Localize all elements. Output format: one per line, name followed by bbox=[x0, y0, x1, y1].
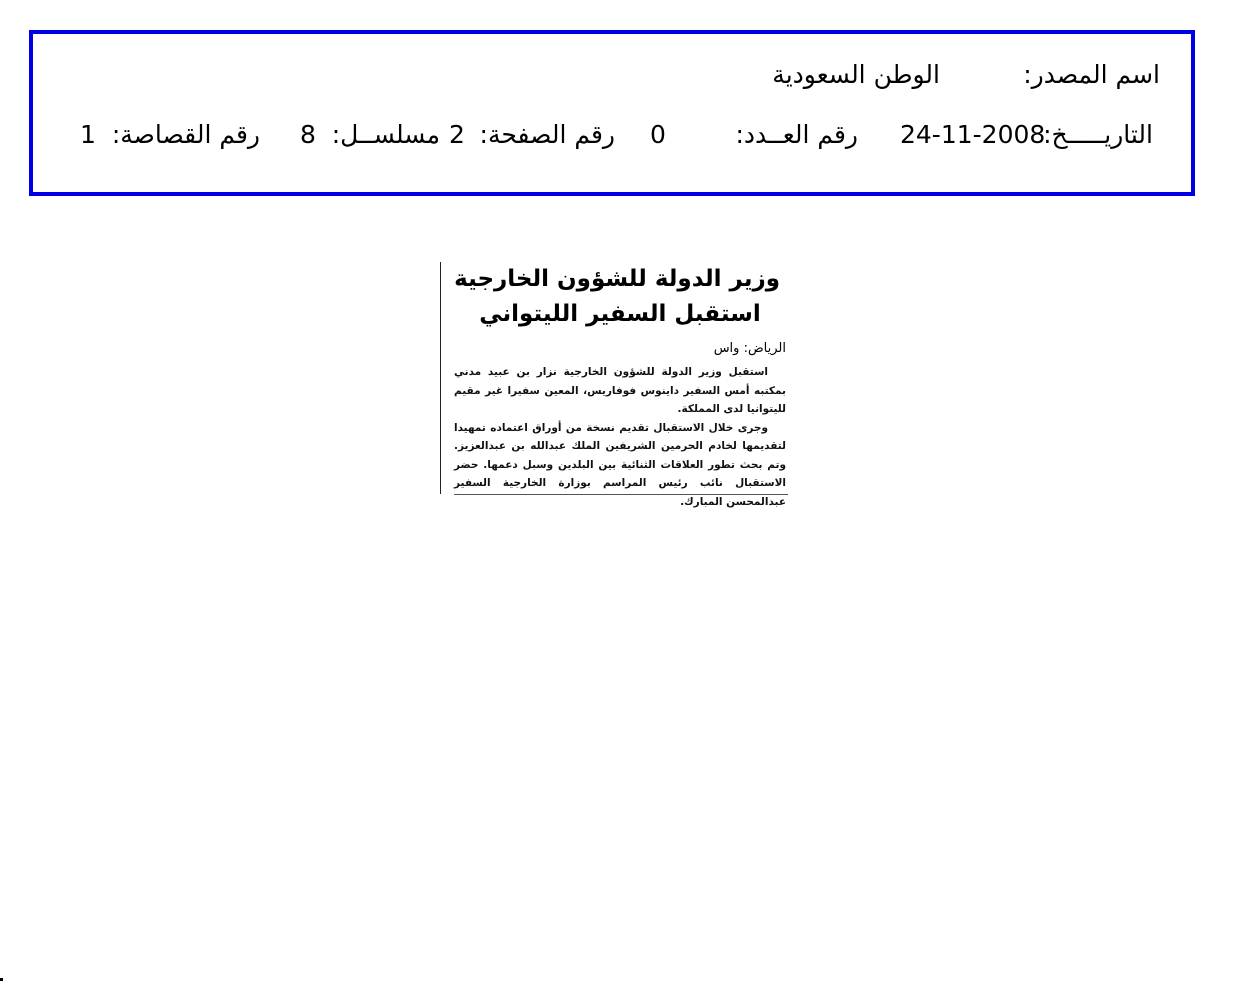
serial-value: 8 bbox=[300, 120, 316, 149]
headline-line-2: استقبل السفير الليتواني bbox=[479, 301, 761, 327]
issue-label: رقم العــدد: bbox=[735, 120, 858, 149]
article-paragraph-2: وجرى خلال الاستقبال تقديم نسخة من أوراق اعتماده تمهيدا لتقديمها لخادم الحرمين الشريفين الملك عبدالله بن عبدالعزيز. وتم بحث تطور العلاقات الثنائية بين البلدين وسبل دعمها. حضر الاستقبال نائب رئيس المراسم بوزارة الخارجية السفير عبدالمحسن المبارك. bbox=[454, 421, 786, 508]
clipping-bottom-rule bbox=[454, 494, 788, 495]
page-label: رقم الصفحة: bbox=[479, 120, 615, 149]
scan-corner-mark bbox=[0, 978, 3, 981]
serial-label: مسلســل: bbox=[331, 120, 440, 149]
clip-number-label: رقم القصاصة: bbox=[111, 120, 260, 149]
source-info-box bbox=[29, 30, 1195, 196]
article-paragraph-1: استقبل وزير الدولة للشؤون الخارجية نزار بن عبيد مدني بمكتبه أمس السفير داينوس فوفاريس، المعين سفيرا غير مقيم لليتوانيا لدى المملكة. bbox=[454, 366, 786, 415]
date-label: التاريـــــخ: bbox=[1043, 120, 1153, 149]
article-body bbox=[454, 363, 786, 511]
source-label: اسم المصدر: bbox=[1023, 60, 1160, 89]
article-dateline: الرياض: واس bbox=[713, 341, 786, 356]
issue-value: 0 bbox=[650, 120, 666, 149]
clipping-left-rule bbox=[440, 262, 441, 494]
headline-line-1: وزير الدولة للشؤون الخارجية bbox=[454, 266, 780, 292]
source-value: الوطن السعودية bbox=[772, 60, 940, 89]
newspaper-clipping bbox=[440, 262, 790, 508]
clip-number-value: 1 bbox=[80, 120, 96, 149]
page-value: 2 bbox=[449, 120, 465, 149]
date-value: 24-11-2008 bbox=[900, 120, 1046, 149]
